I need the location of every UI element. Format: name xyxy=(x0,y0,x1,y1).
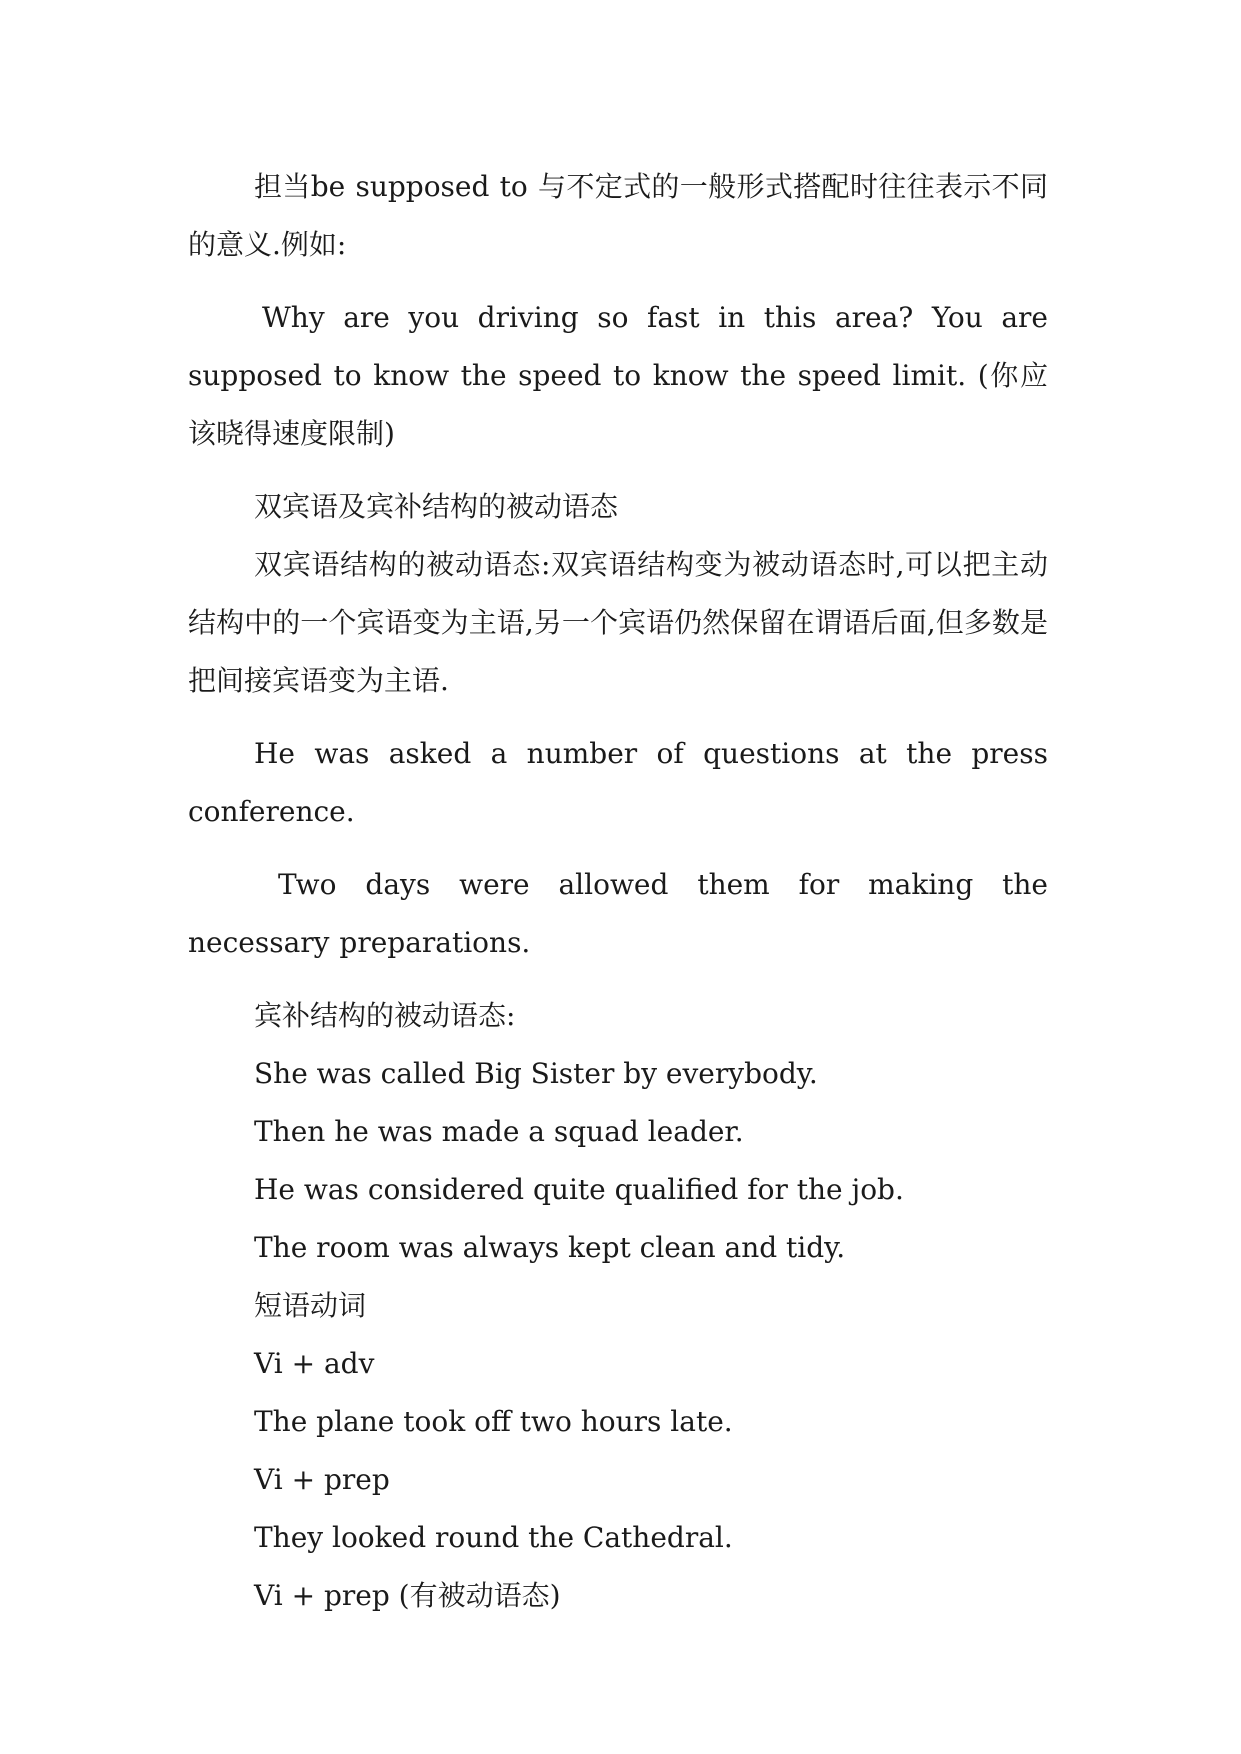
pattern-vi-prep: Vi + prep xyxy=(254,1463,390,1496)
document-page xyxy=(188,158,1048,1625)
paragraph-double-object-explanation: 双宾语结构的被动语态:双宾语结构变为被动语态时,可以把主动结构中的一个宾语变为主语,另一个宾语仍然保留在谓语后面,但多数是把间接宾语变为主语. xyxy=(188,548,1048,697)
heading-double-object-passive: 双宾语及宾补结构的被动语态 xyxy=(254,490,619,523)
paragraph-example-speed-limit: Why are you driving so fast in this area? You are supposed to know the speed to know the speed limit. (你应该晓得速度限制) xyxy=(188,301,1048,450)
example-plane-took-off: The plane took off two hours late. xyxy=(254,1405,733,1438)
paragraph-example-press-conference: He was asked a number of questions at the press conference. xyxy=(188,737,1048,828)
heading-phrasal-verbs: 短语动词 xyxy=(254,1289,367,1322)
example-squad-leader: Then he was made a squad leader. xyxy=(254,1115,744,1148)
paragraph-example-preparations: Two days were allowed them for making the necessary preparations. xyxy=(188,868,1048,959)
example-qualified-job: He was considered quite qualified for the job. xyxy=(254,1173,904,1206)
pattern-vi-prep-passive: Vi + prep (有被动语态) xyxy=(254,1579,561,1612)
example-looked-round: They looked round the Cathedral. xyxy=(254,1521,733,1554)
pattern-vi-adv: Vi + adv xyxy=(254,1347,375,1380)
example-room-clean: The room was always kept clean and tidy. xyxy=(254,1231,846,1264)
paragraph-be-supposed-to: 担当be supposed to 与不定式的一般形式搭配时往往表示不同的意义.例如: xyxy=(188,170,1048,261)
heading-object-complement-passive: 宾补结构的被动语态: xyxy=(254,999,516,1032)
example-big-sister: She was called Big Sister by everybody. xyxy=(254,1057,818,1090)
